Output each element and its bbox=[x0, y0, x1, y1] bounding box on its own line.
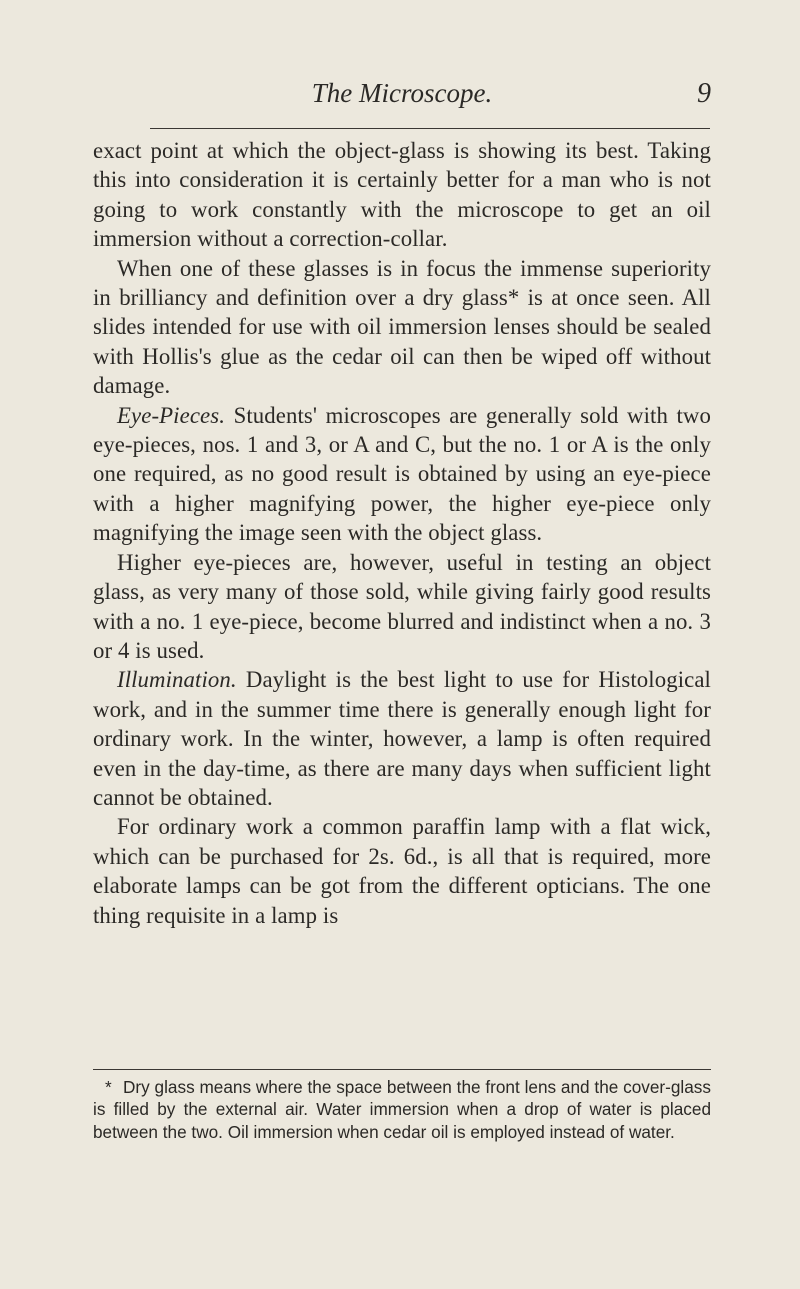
paragraph-text: Daylight is the best light to use for Histological work, and in the summer time there is generally enough light for ordinary work. In the winter, however, a lamp is often required even in the day-time, as there are many days when sufficient light cannot be obtained. bbox=[93, 667, 711, 810]
paragraph bbox=[93, 665, 711, 812]
section-heading-illumination: Illumination. bbox=[117, 667, 237, 693]
paragraph: When one of these glasses is in focus the immense superiority in brilliancy and definition over a dry glass* is at once seen. All slides intended for use with oil immersion lenses should be sealed with Hollis's glue as the cedar oil can then be wiped off without damage. bbox=[93, 255, 711, 399]
header-rule bbox=[150, 128, 710, 129]
footnote bbox=[93, 1076, 711, 1143]
footnote-text: Dry glass means where the space between the front lens and the cover-glass is filled by the external air. Water immersion when a drop of water is placed between the two. Oil immersion when cedar oil is employed instead of water. bbox=[93, 1077, 711, 1142]
footnote-rule bbox=[93, 1069, 711, 1070]
page-number: 9 bbox=[697, 78, 711, 109]
section-heading-eye-pieces: Eye-Pieces. bbox=[117, 402, 226, 428]
paragraph: For ordinary work a common paraffin lamp with a flat wick, which can be purchased for 2s. 6d., is all that is required, more elaborate lamps can be got from the different opticians. The one thing requisite in a lamp is bbox=[93, 814, 711, 928]
paragraph bbox=[93, 401, 711, 548]
body-text bbox=[93, 136, 711, 930]
paragraph: Higher eye-pieces are, however, useful in testing an object glass, as very many of those sold, while giving fairly good results with a no. 1 eye-piece, become blurred and indistinct when a no. 3 or 4 is used. bbox=[93, 549, 711, 663]
footnote-paragraph bbox=[93, 1076, 711, 1143]
running-title: The Microscope. bbox=[311, 78, 493, 108]
paragraph: exact point at which the object-glass is showing its best. Taking this into consideration it is certainly better for a man who is not going to work constantly with the microscope to get an oil immersion without a correction-collar. bbox=[93, 138, 711, 252]
running-head bbox=[93, 78, 711, 112]
paragraph-text: Students' microscopes are generally sold with two eye-pieces, nos. 1 and 3, or A and C, but the no. 1 or A is the only one required, as no good result is obtained by using an eye-piece with a higher magnifying power, the higher eye-piece only magnifying the image seen with the object glass. bbox=[93, 402, 711, 546]
footnote-mark: * bbox=[105, 1077, 112, 1097]
